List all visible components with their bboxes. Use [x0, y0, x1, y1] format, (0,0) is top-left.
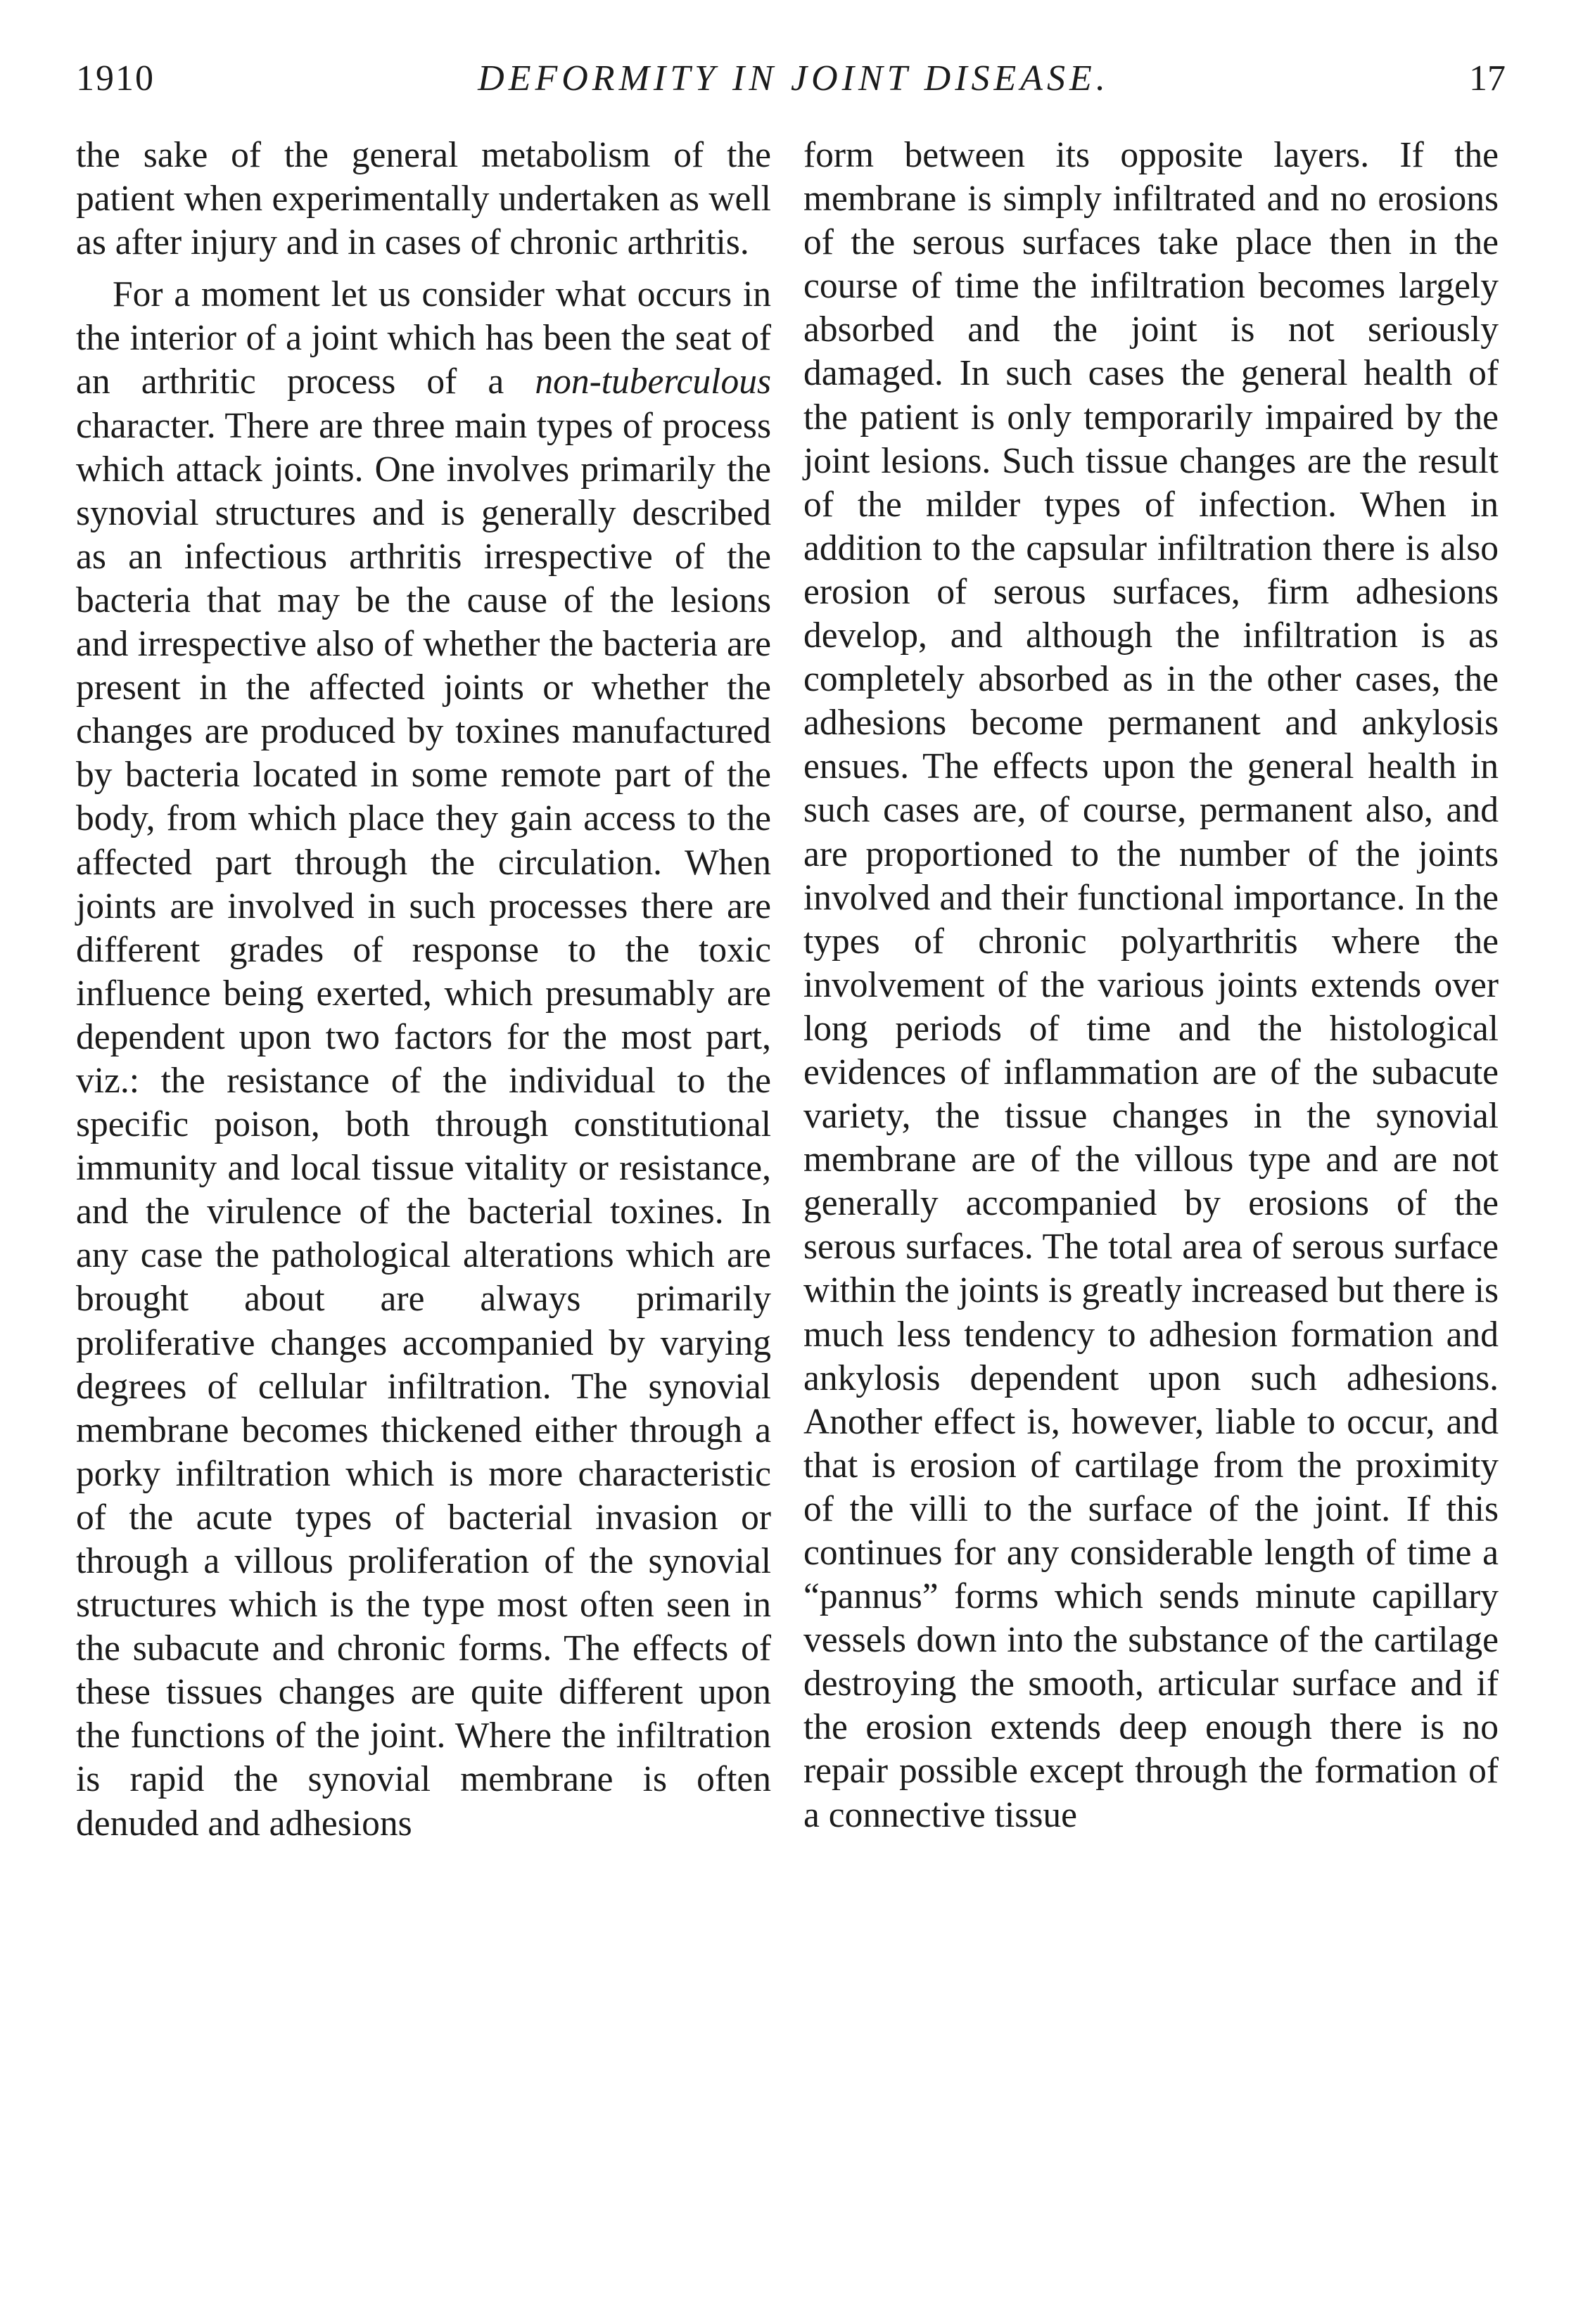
italic-term: non-tuberculous	[535, 362, 771, 402]
page-number: 17	[1469, 58, 1506, 98]
running-header	[76, 51, 1511, 107]
header-year: 1910	[76, 58, 155, 98]
paragraph-text: character. There are three main types of process which attack joints. One involves primarily the synovial structures and is generally described as an infectious arthritis irrespective of the bacteria that may be the cause of the lesions and irrespective also of whether the bacteria are present in the affected joints or whether the changes are produced by toxines manufactured by bacteria located in some remote part of the body, from which place they gain access to the affected part through the circulation. When joints are involved in such processes there are different grades of response to the toxic influence being exerted, which presumably are dependent upon two factors for the most part, viz.: the resistance of the individual to the specific poison, both through constitutional immunity and local tissue vitality or resistance, and the virulence of the bacterial toxines. In any case the pathological alterations which are brought about are always primarily proliferative changes accompanied by varying degrees of cellular infiltration. The synovial membrane becomes thickened either through a porky infiltration which is more characteristic of the acute types of bacterial invasion or through a villous proliferation of the synovial structures which is the type most often seen in the subacute and chronic forms. The effects of these tissues changes are quite different upon the functions of the joint. Where the infiltration is rapid the synovial membrane is often denuded and adhesions	[76, 405, 771, 1844]
paragraph	[76, 273, 771, 1845]
paragraph: the sake of the general metabolism of the patient when experimentally undertaken as well as after injury and in cases of chronic arthritis.	[76, 135, 771, 263]
right-column	[803, 134, 1499, 1837]
paragraph-text: For a moment let us consider what occurs in the interior of a joint which has been the seat of an arthritic process of a	[76, 274, 771, 402]
paragraph: form between its opposite layers. If the membrane is simply infiltrated and no erosions of the serous surfaces take place then in the course of time the infiltration becomes largely absorbed and the joint is not seriously damaged. In such cases the general health of the patient is only temporarily impaired by the joint lesions. Such tissue changes are the result of the milder types of infection. When in addition to the capsular infiltration there is also erosion of serous surfaces, firm adhesions develop, and although the infiltration is as completely absorbed as in the other cases, the adhesions become permanent and ankylosis ensues. The effects upon the general health in such cases are, of course, permanent also, and are proportioned to the number of the joints involved and their functional importance. In the types of chronic polyarthritis where the involvement of the various joints extends over long periods of time and the histological evidences of inflammation are of the subacute variety, the tissue changes in the synovial membrane are of the villous type and are not generally accompanied by erosions of the serous surfaces. The total area of serous surface within the joints is greatly increased but there is much less tendency to adhesion formation and ankylosis dependent upon such adhesions. Another effect is, however, liable to occur, and that is erosion of cartilage from the proximity of the villi to the surface of the joint. If this continues for any considerable length of time a “pannus” forms which sends minute capillary vessels down into the substance of the cartilage destroying the smooth, articular surface and if the erosion extends deep enough there is no repair possible except through the formation of a connective tissue	[803, 135, 1499, 1835]
left-column	[76, 134, 771, 1846]
running-title: DEFORMITY IN JOINT DISEASE.	[478, 58, 1110, 98]
